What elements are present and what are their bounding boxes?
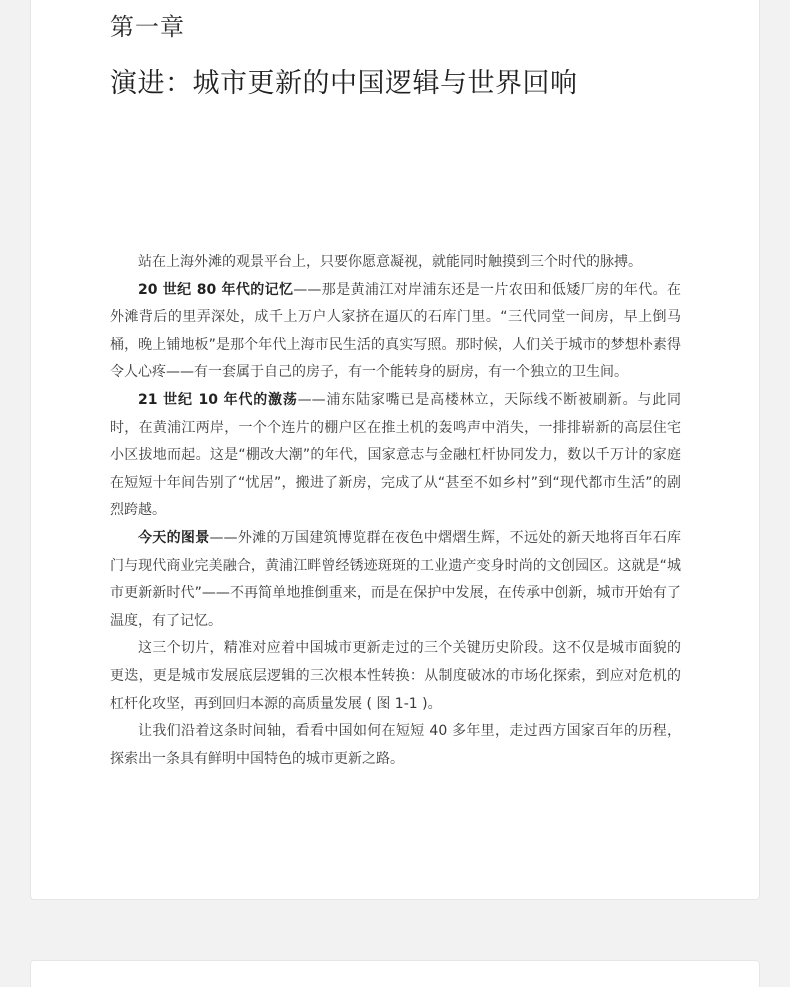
chapter-body [110, 249, 681, 773]
paragraph-today [110, 525, 681, 635]
paragraph-closing [110, 718, 681, 773]
paragraph-1980s [110, 277, 681, 387]
paragraph-lead: 20 世纪 80 年代的记忆 [138, 281, 294, 298]
document-page [30, 0, 760, 900]
paragraph-intro [110, 249, 681, 277]
chapter-title: 演进：城市更新的中国逻辑与世界回响 [110, 68, 578, 99]
paragraph-text: ——外滩的万国建筑博览群在夜色中熠熠生辉，不远处的新天地将百年石库门与现代商业完美融合，黄浦江畔曾经锈迹斑斑的工业遗产变身时尚的文创园区。这就是“城市更新新时代”——不再简单地推倒重来，而是在保护中发展，在传承中创新，城市开始有了温度，有了记忆。 [110, 529, 682, 629]
paragraph-text: 这三个切片，精准对应着中国城市更新走过的三个关键历史阶段。这不仅是城市面貌的更迭，更是城市发展底层逻辑的三次根本性转换：从制度破冰的市场化探索，到应对危机的杠杆化攻坚，再到回归本源的高质量发展 ( 图 1-1 )。 [110, 640, 681, 712]
paragraph-text: 站在上海外滩的观景平台上，只要你愿意凝视，就能同时触摸到三个时代的脉搏。 [138, 254, 642, 270]
paragraph-text: ——浦东陆家嘴已是高楼林立，天际线不断被刷新。与此同时，在黄浦江两岸，一个个连片的棚户区在推土机的轰鸣声中消失，一排排崭新的高层住宅小区拔地而起。这是“棚改大潮”的年代，国家意志与金融杠杆协同发力，数以千万计的家庭在短短十年间告别了“忧居”，搬进了新房，完成了从“甚至不如乡村”到“现代都市生活”的剧烈跨越。 [110, 391, 682, 519]
chapter-label: 第一章 [110, 13, 185, 41]
paragraph-lead: 21 世纪 10 年代的激荡 [138, 391, 298, 408]
next-document-page [30, 960, 760, 987]
paragraph-summary [110, 635, 681, 718]
paragraph-text: 让我们沿着这条时间轴，看看中国如何在短短 40 多年里，走过西方国家百年的历程，探索出一条具有鲜明中国特色的城市更新之路。 [110, 723, 681, 767]
paragraph-text: ——那是黄浦江对岸浦东还是一片农田和低矮厂房的年代。在外滩背后的里弄深处，成千上万户人家挤在逼仄的石库门里。“三代同堂一间房，早上倒马桶，晚上铺地板”是那个年代上海市民生活的真实写照。那时候，人们关于城市的梦想朴素得令人心疼——有一套属于自己的房子，有一个能转身的厨房，有一个独立的卫生间。 [110, 281, 681, 381]
paragraph-lead: 今天的图景 [138, 529, 210, 546]
paragraph-2010s [110, 387, 681, 525]
